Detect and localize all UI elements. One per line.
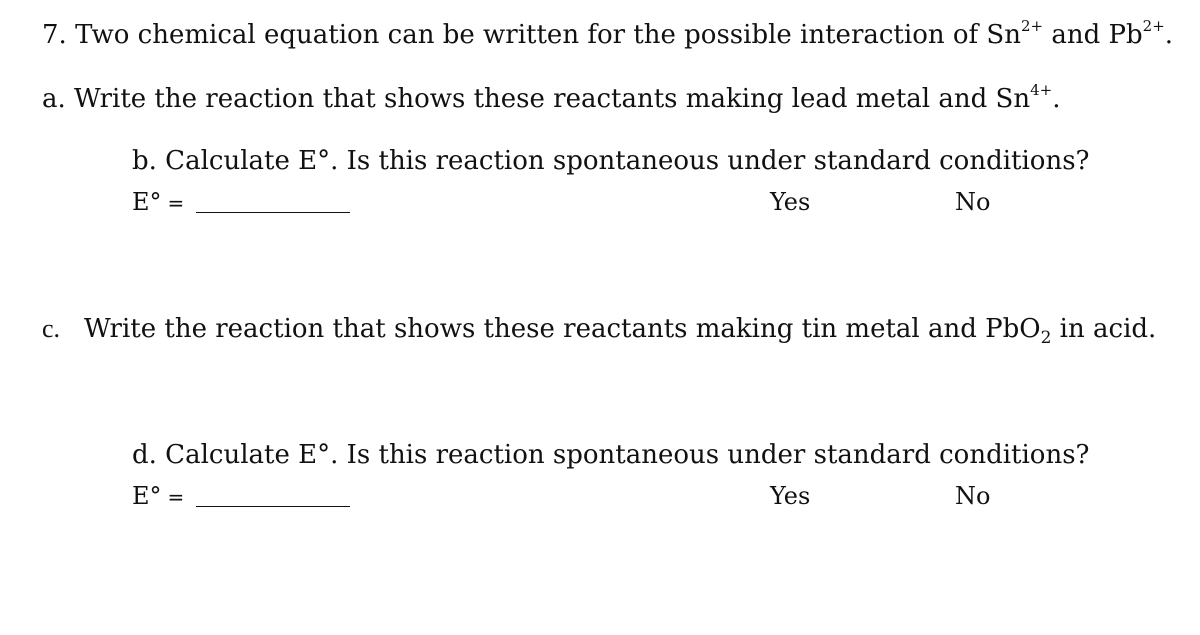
question-7-heading	[42, 17, 1174, 50]
part-b-yes-option[interactable]: Yes	[770, 188, 811, 216]
pb-charge: 2+	[1142, 17, 1165, 36]
part-b-no-option[interactable]: No	[955, 188, 991, 216]
part-c-text: Write the reaction that shows these reactants making tin metal and PbO	[84, 314, 1041, 344]
part-d-prompt: d. Calculate E°. Is this reaction spontaneous under standard conditions?	[132, 440, 1090, 470]
part-b-prompt: b. Calculate E°. Is this reaction spontaneous under standard conditions?	[132, 146, 1090, 176]
part-a-suffix: .	[1052, 84, 1061, 114]
question-7-mid: and Pb	[1043, 20, 1143, 50]
sn-charge: 2+	[1020, 17, 1044, 36]
part-a-prompt	[42, 81, 1061, 114]
part-c-suffix: in acid.	[1051, 314, 1157, 344]
part-d-equals: =	[167, 485, 185, 509]
question-7-text: 7. Two chemical equation can be written for the possible interaction of Sn	[42, 20, 1021, 50]
sn4-charge: 4+	[1030, 81, 1053, 100]
part-c-letter: c.	[42, 314, 61, 343]
question-7-suffix: .	[1164, 20, 1174, 50]
part-b-e-symbol: E°	[132, 188, 162, 216]
part-d-e-label	[132, 482, 184, 511]
part-c-prompt	[42, 314, 1157, 349]
part-d-yes-option[interactable]: Yes	[770, 482, 811, 510]
part-a-text: a. Write the reaction that shows these reactants making lead metal and Sn	[42, 84, 1031, 114]
part-b-e-label	[132, 188, 184, 217]
part-b-answer-blank[interactable]	[196, 212, 350, 213]
part-d-no-option[interactable]: No	[955, 482, 991, 510]
pbo2-subscript: 2	[1040, 328, 1052, 349]
part-d-answer-blank[interactable]	[196, 506, 350, 507]
part-d-e-symbol: E°	[132, 482, 162, 510]
part-b-equals: =	[167, 191, 185, 215]
